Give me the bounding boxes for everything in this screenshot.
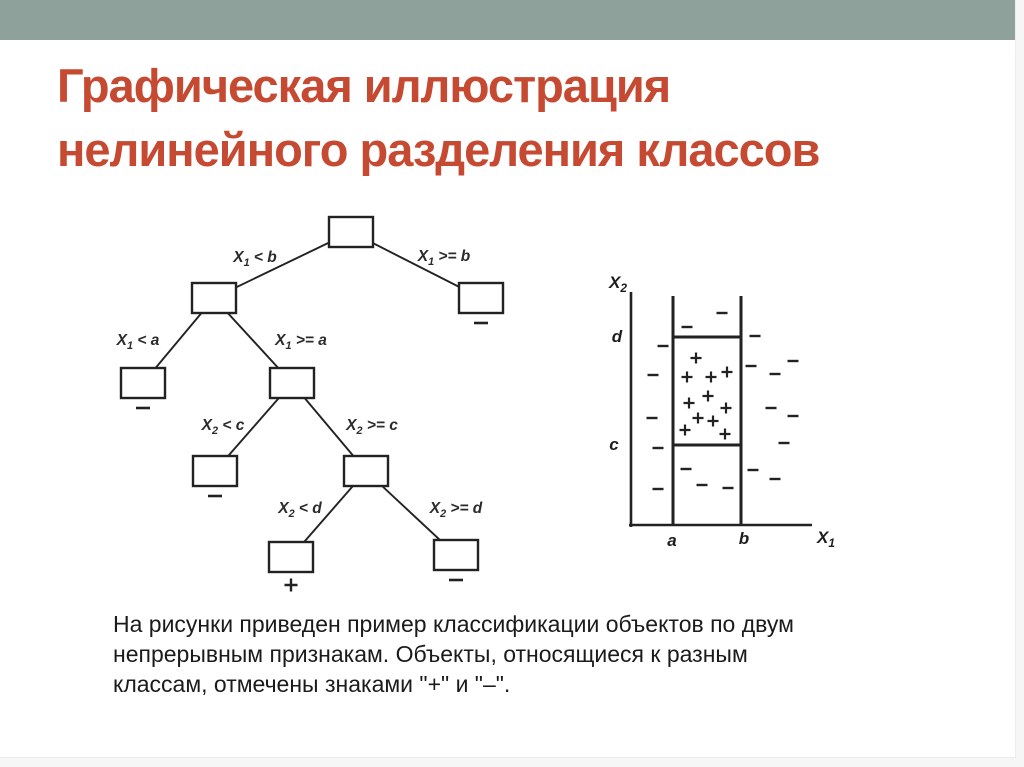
plus-marker [680, 425, 691, 436]
plus-marker [684, 398, 695, 409]
tree-node-box [269, 542, 313, 572]
tree-node-box [121, 368, 165, 398]
plot-label: $X_2$ [609, 273, 627, 295]
tree-node-box [193, 456, 237, 486]
feature-space-plot [595, 255, 850, 555]
tree-edge-label: $X_2 < d$ [278, 500, 322, 520]
leaf-sign-plus [285, 579, 298, 592]
tree-edge-label: $X_1 >= b$ [417, 248, 471, 268]
plus-marker [682, 372, 693, 383]
caption-line: На рисунки приведен пример классификации объектов по двум [113, 611, 794, 637]
tree-edge-label: $X_1 < b$ [233, 249, 277, 269]
plot-label: b [738, 529, 750, 548]
plus-marker [703, 391, 714, 402]
plot-labels [608, 273, 835, 550]
plus-marker [691, 353, 702, 364]
tree-node-box [192, 283, 236, 313]
plot-label: $X_1$ [817, 528, 835, 550]
plus-marker [706, 372, 717, 383]
plot-label: d [611, 327, 623, 346]
tree-node-box [459, 283, 503, 313]
plus-marker [693, 413, 704, 424]
tree-edge-label: $X_2 < c$ [201, 417, 245, 437]
tree-edge-label: $X_2 >= d$ [429, 500, 483, 520]
top-accent-bar [0, 0, 1015, 40]
plus-marker [708, 416, 719, 427]
plot-label: a [667, 531, 677, 550]
tree-node-box [270, 368, 314, 398]
tree-node-box [329, 217, 373, 247]
caption-line: непрерывным признакам. Объекты, относящиеся к разным [113, 641, 748, 667]
tree-edge-label: $X_1 >= a$ [275, 332, 327, 352]
tree-nodes [121, 217, 503, 592]
caption-line: классам, отмечены знаками "+" и "–". [113, 671, 511, 697]
page-title [57, 54, 819, 182]
plot-boundaries [673, 296, 741, 525]
tree-edge-label: $X_1 < a$ [116, 332, 160, 352]
page-title-line2: нелинейного разделения классов [57, 123, 820, 176]
page-title-line1: Графическая иллюстрация [57, 59, 671, 112]
plus-marker [721, 403, 732, 414]
plot-markers [647, 313, 799, 489]
decision-tree-diagram [100, 205, 530, 605]
plot-label: c [609, 435, 619, 454]
plus-marker [720, 429, 731, 440]
tree-node-box [434, 540, 478, 570]
tree-edge-label: $X_2 >= c$ [346, 417, 398, 437]
caption [113, 609, 794, 699]
tree-node-box [344, 456, 388, 486]
plot-axes [629, 292, 812, 527]
plus-marker [722, 367, 733, 378]
